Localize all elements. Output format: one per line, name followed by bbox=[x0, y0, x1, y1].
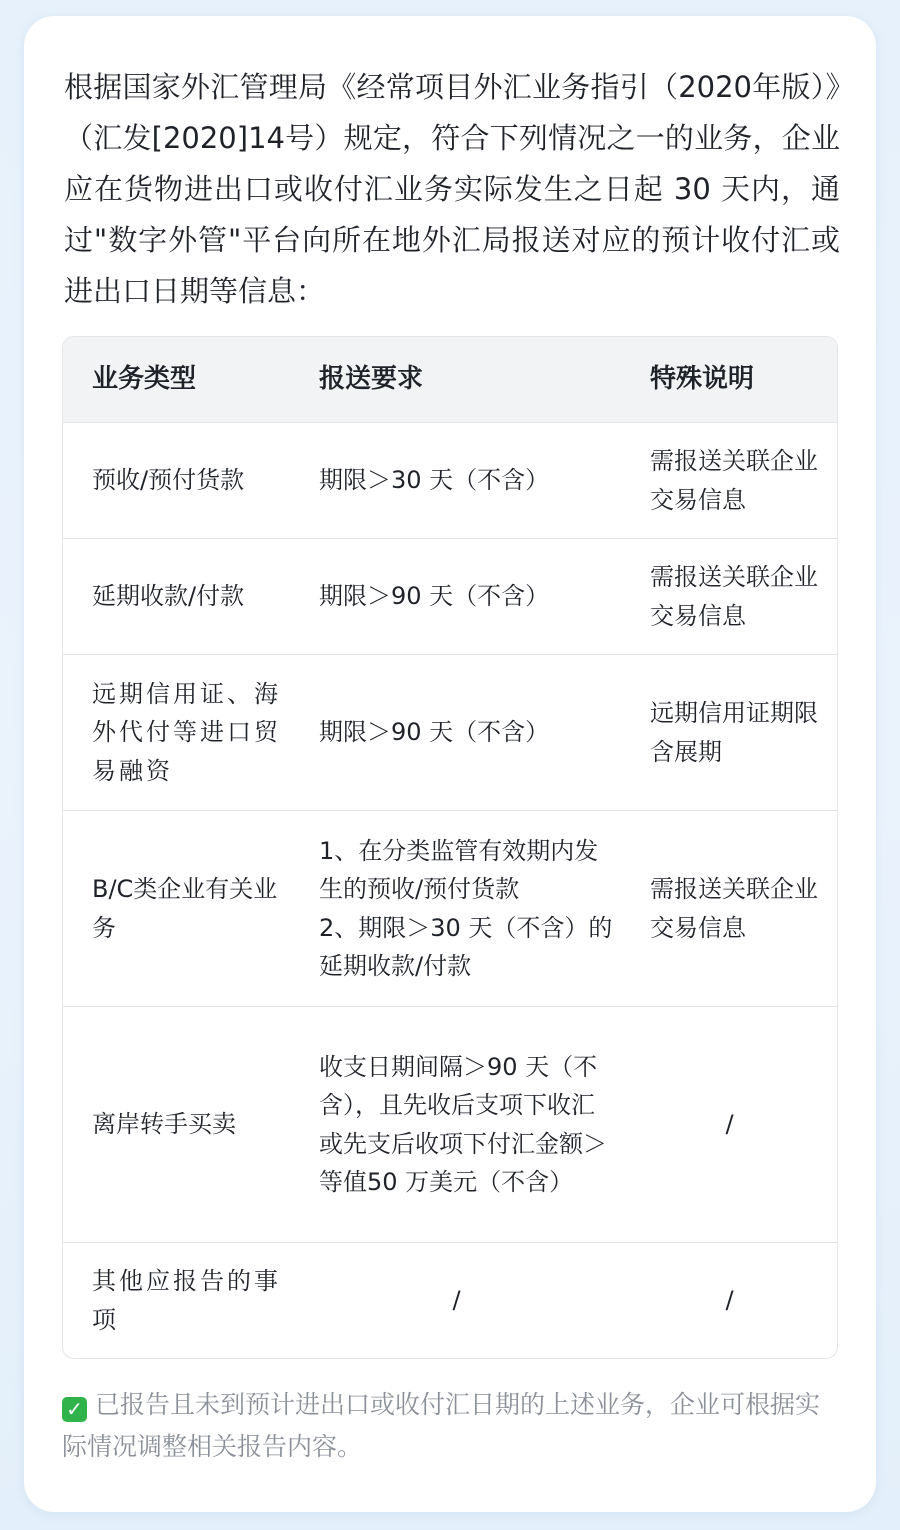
intro-paragraph: 根据国家外汇管理局《经常项目外汇业务指引（2020年版）》（汇发[2020]14号）规定，符合下列情况之一的业务，企业应在货物进出口或收付汇业务实际发生之日起 30 天内，通过"数字外管"平台向所在地外汇局报送对应的预计收付汇或进出口日期等信息： bbox=[64, 70, 840, 308]
check-mark-button-icon: ✓ bbox=[62, 1397, 87, 1422]
table-header-row bbox=[63, 337, 837, 422]
cell-special-note: 远期信用证期限含展期 bbox=[650, 699, 818, 766]
cell-requirement: 期限＞90 天（不含） bbox=[319, 718, 550, 747]
cell-requirement: 期限＞90 天（不含） bbox=[319, 582, 550, 611]
table-row bbox=[63, 422, 837, 538]
content-card bbox=[24, 16, 876, 1512]
cell-requirement: 收支日期间隔＞90 天（不含），且先收后支项下收汇或先支后收项下付汇金额＞等值50 万美元（不含） bbox=[319, 1052, 607, 1196]
table-row bbox=[63, 538, 837, 654]
table-row bbox=[63, 654, 837, 810]
cell-business-type: 离岸转手买卖 bbox=[92, 1110, 236, 1139]
header-special-note: 特殊说明 bbox=[650, 364, 755, 395]
cell-requirement: / bbox=[452, 1286, 461, 1315]
header-requirement: 报送要求 bbox=[319, 364, 424, 395]
table-row bbox=[63, 1242, 837, 1358]
cell-special-note: 需报送关联企业交易信息 bbox=[650, 875, 818, 942]
cell-special-note: / bbox=[725, 1286, 734, 1315]
footer-note-text: 已报告且未到预计进出口或收付汇日期的上述业务，企业可根据实际情况调整相关报告内容。 bbox=[62, 1390, 821, 1461]
reporting-requirements-table bbox=[62, 336, 838, 1359]
cell-special-note: 需报送关联企业交易信息 bbox=[650, 447, 818, 514]
cell-business-type: B/C类企业有关业务 bbox=[92, 875, 278, 942]
cell-special-note: / bbox=[725, 1110, 734, 1139]
cell-requirement: 1、在分类监管有效期内发生的预收/预付货款 2、期限＞30 天（不含）的延期收款/付款 bbox=[319, 836, 613, 980]
cell-requirement: 期限＞30 天（不含） bbox=[319, 466, 550, 495]
cell-business-type: 远期信用证、海外代付等进口贸易融资 bbox=[92, 679, 281, 785]
footer-note bbox=[62, 1384, 840, 1468]
header-business-type: 业务类型 bbox=[92, 364, 197, 395]
cell-business-type: 延期收款/付款 bbox=[92, 582, 245, 611]
table-row bbox=[63, 1006, 837, 1242]
table-row bbox=[63, 810, 837, 1006]
cell-business-type: 其他应报告的事项 bbox=[92, 1267, 281, 1334]
cell-special-note: 需报送关联企业交易信息 bbox=[650, 563, 818, 630]
cell-business-type: 预收/预付货款 bbox=[92, 466, 245, 495]
